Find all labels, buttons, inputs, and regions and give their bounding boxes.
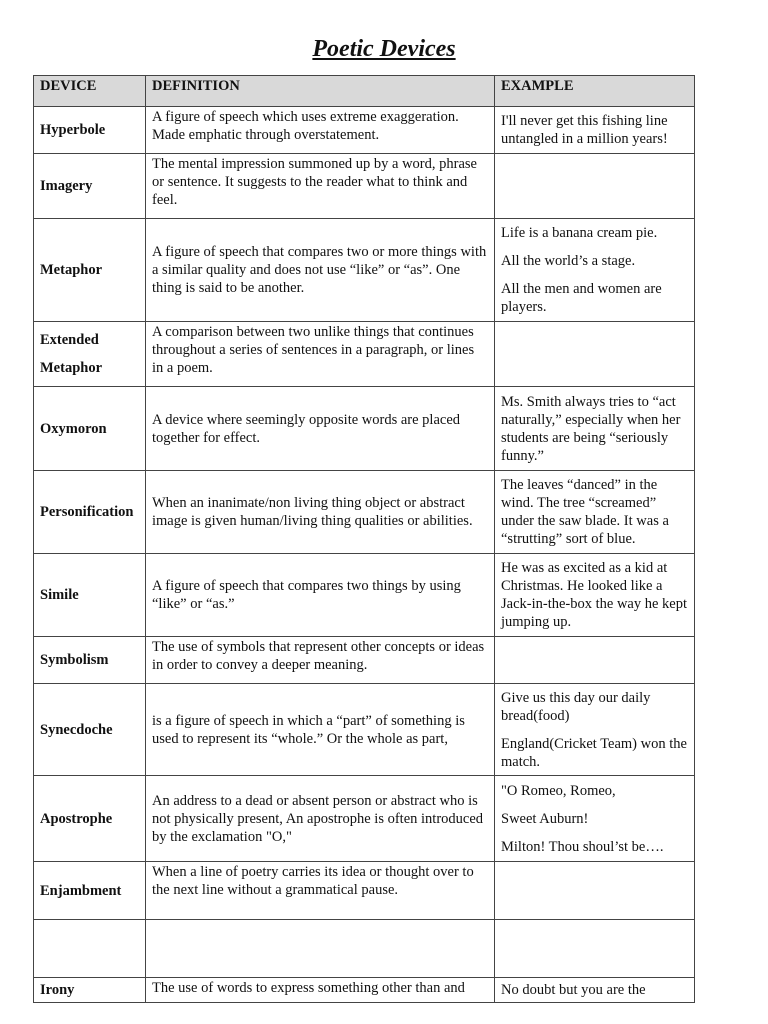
table-row bbox=[34, 387, 695, 471]
definition-cell: The use of words to express something other than and bbox=[146, 978, 495, 1003]
table-row bbox=[34, 862, 695, 920]
device-cell: Personification bbox=[34, 471, 146, 554]
example-text: All the world’s a stage. bbox=[501, 253, 636, 269]
device-cell: Imagery bbox=[34, 154, 146, 219]
device-cell: Synecdoche bbox=[34, 684, 146, 776]
device-cell: Hyperbole bbox=[34, 107, 146, 154]
device-cell: Metaphor bbox=[34, 219, 146, 322]
device-cell bbox=[34, 322, 146, 387]
table-row bbox=[34, 154, 695, 219]
device-label-line1: Extended bbox=[40, 332, 99, 348]
example-text: Give us this day our daily bread(food) bbox=[501, 689, 651, 724]
definition-cell: A figure of speech which uses extreme exaggeration. Made emphatic through overstatement. bbox=[146, 107, 495, 154]
example-cell bbox=[495, 862, 695, 920]
example-text: He was as excited as a kid at Christmas. He looked like a Jack-in-the-box the way he kept jumping up. bbox=[501, 560, 688, 630]
device-cell bbox=[34, 920, 146, 978]
definition-cell: The mental impression summoned up by a word, phrase or sentence. It suggests to the reader what to think and feel. bbox=[146, 154, 495, 219]
definition-cell: When a line of poetry carries its idea or thought over to the next line without a grammatical pause. bbox=[146, 862, 495, 920]
definition-cell: A device where seemingly opposite words are placed together for effect. bbox=[146, 387, 495, 471]
definition-cell bbox=[146, 920, 495, 978]
example-cell bbox=[495, 637, 695, 684]
table-row bbox=[34, 219, 695, 322]
example-text: All the men and women are players. bbox=[501, 281, 662, 315]
table-row bbox=[34, 107, 695, 154]
definition-cell: A figure of speech that compares two things by using “like” or “as.” bbox=[146, 554, 495, 637]
example-text: No doubt but you are the bbox=[501, 982, 646, 998]
table-row-empty bbox=[34, 920, 695, 978]
header-example: EXAMPLE bbox=[495, 76, 695, 107]
header-device: DEVICE bbox=[34, 76, 146, 107]
example-cell bbox=[495, 387, 695, 471]
example-cell bbox=[495, 554, 695, 637]
example-cell bbox=[495, 920, 695, 978]
table-row bbox=[34, 554, 695, 637]
table-row bbox=[34, 978, 695, 1003]
example-cell bbox=[495, 776, 695, 862]
page-title: Poetic Devices bbox=[312, 36, 456, 62]
example-cell bbox=[495, 107, 695, 154]
example-cell bbox=[495, 471, 695, 554]
device-cell: Simile bbox=[34, 554, 146, 637]
example-cell bbox=[495, 322, 695, 387]
device-cell: Symbolism bbox=[34, 637, 146, 684]
definition-cell: When an inanimate/non living thing object or abstract image is given human/living thing qualities or abilities. bbox=[146, 471, 495, 554]
device-cell: Irony bbox=[34, 978, 146, 1003]
example-text: The leaves “danced” in the wind. The tree “screamed” under the saw blade. It was a “strutting” sort of blue. bbox=[501, 477, 669, 547]
example-cell bbox=[495, 219, 695, 322]
table-row bbox=[34, 322, 695, 387]
table-row bbox=[34, 776, 695, 862]
poetic-devices-table bbox=[33, 75, 695, 1003]
example-text: "O Romeo, Romeo, bbox=[501, 782, 616, 799]
definition-cell: A figure of speech that compares two or more things with a similar quality and does not use “like” or “as”. One thing is said to be another. bbox=[146, 219, 495, 322]
example-text: Sweet Auburn! bbox=[501, 810, 589, 827]
example-cell bbox=[495, 978, 695, 1003]
example-text: England(Cricket Team) won the match. bbox=[501, 735, 687, 770]
table-row bbox=[34, 471, 695, 554]
device-cell: Oxymoron bbox=[34, 387, 146, 471]
example-text: I'll never get this fishing line untangled in a million years! bbox=[501, 113, 668, 147]
definition-cell: A comparison between two unlike things that continues throughout a series of sentences in a paragraph, or lines in a poem. bbox=[146, 322, 495, 387]
device-cell: Enjambment bbox=[34, 862, 146, 920]
example-text: Ms. Smith always tries to “act naturally,” especially when her students are being “seriously funny.” bbox=[501, 393, 681, 464]
definition-cell: The use of symbols that represent other concepts or ideas in order to convey a deeper meaning. bbox=[146, 637, 495, 684]
example-text: Life is a banana cream pie. bbox=[501, 225, 658, 241]
header-definition: DEFINITION bbox=[146, 76, 495, 107]
example-cell bbox=[495, 154, 695, 219]
example-text: Milton! Thou shoul’st be…. bbox=[501, 838, 664, 855]
device-cell: Apostrophe bbox=[34, 776, 146, 862]
definition-cell: is a figure of speech in which a “part” of something is used to represent its “whole.” Or the whole as part, bbox=[146, 684, 495, 776]
device-label-line2: Metaphor bbox=[40, 360, 103, 376]
table-row bbox=[34, 684, 695, 776]
header-row bbox=[34, 76, 695, 107]
definition-cell: An address to a dead or absent person or abstract who is not physically present, An apostrophe is often introduced by the exclamation "O," bbox=[146, 776, 495, 862]
example-cell bbox=[495, 684, 695, 776]
table-row bbox=[34, 637, 695, 684]
